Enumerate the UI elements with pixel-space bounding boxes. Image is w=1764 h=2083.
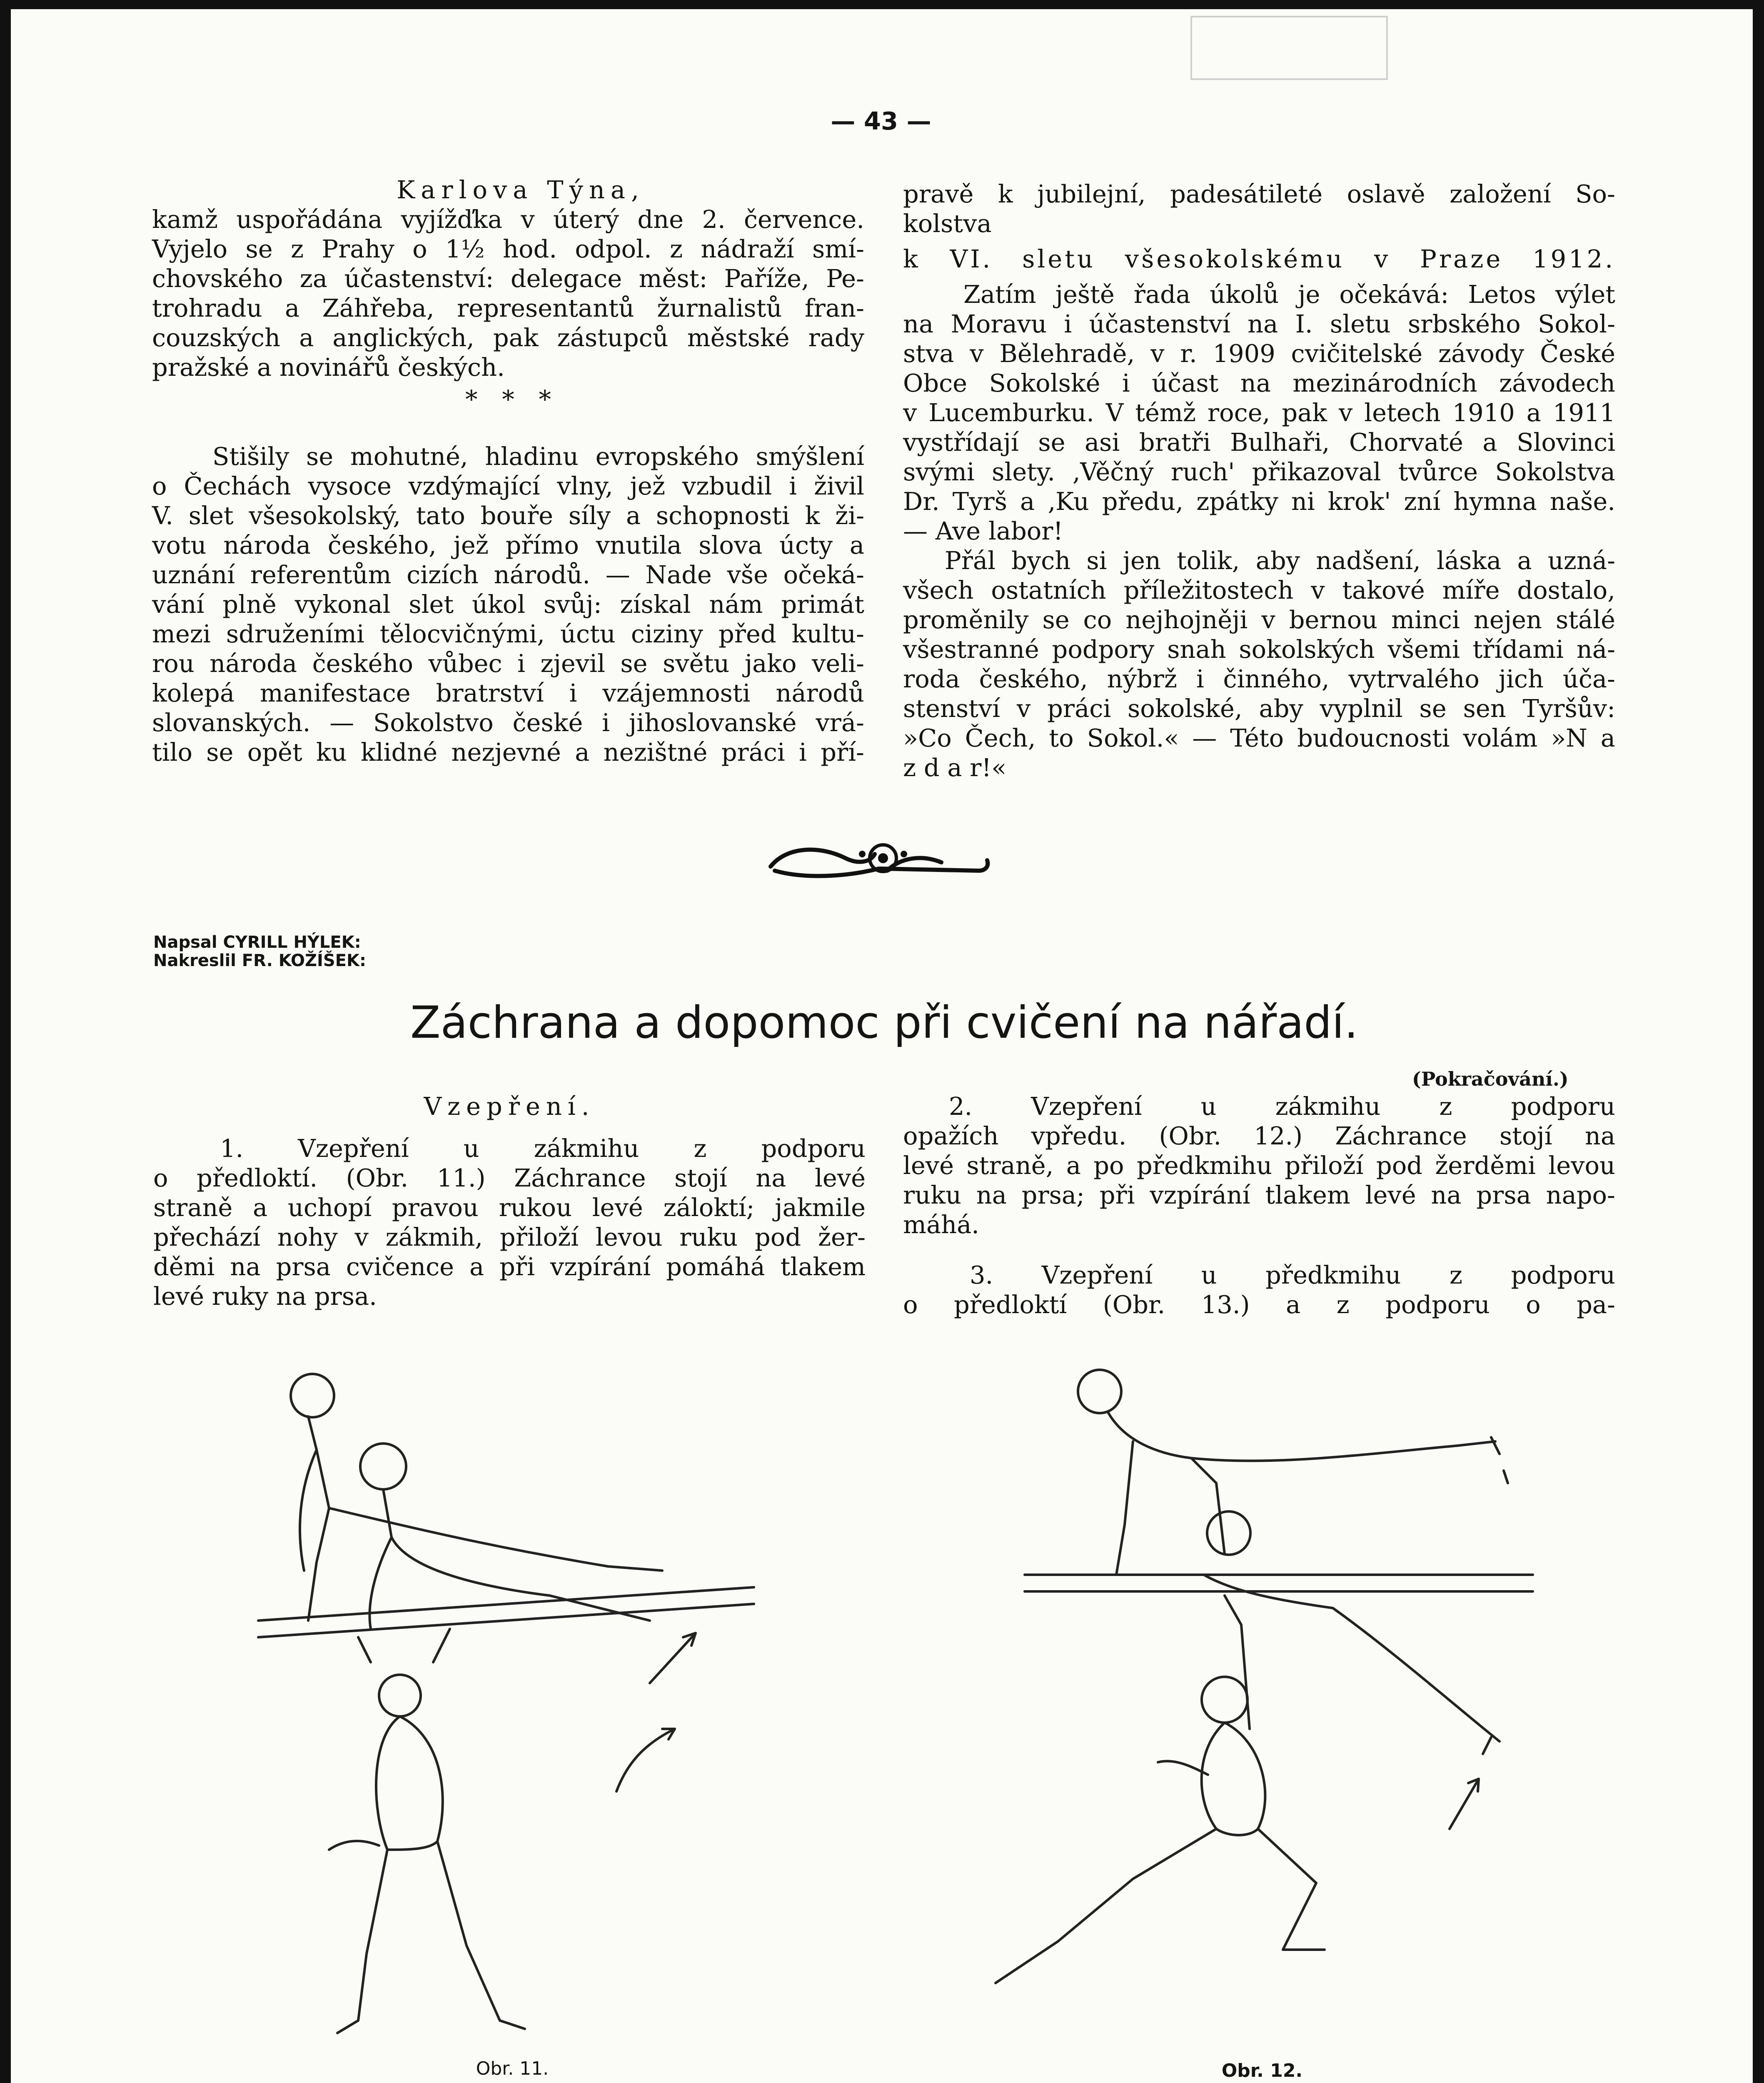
- text-line: chovského za účastenství: delegace měst: Paříže, Pe-: [152, 264, 864, 293]
- text-line: Vyjelo se z Prahy o 1½ hod. odpol. z nádraží smí-: [152, 235, 864, 263]
- text-line: přechází nohy v zákmih, přiloží levou ruku pod žer-: [153, 1223, 866, 1251]
- lower-right-column: [903, 1091, 1615, 1319]
- figure-11-illustration: [233, 1371, 816, 2050]
- text-line: straně a uchopí pravou rukou levé záloktí; jakmile: [153, 1193, 866, 1222]
- text-line: opažích vpředu. (Obr. 12.) Záchrance stojí na: [903, 1121, 1615, 1150]
- text-line: máhá.: [903, 1210, 980, 1239]
- text-line: všech ostatních příležitostech v takové míře dostalo,: [903, 576, 1615, 604]
- text-line: kamž uspořádána vyjížďka v úterý dne 2. července.: [152, 205, 864, 234]
- text-line: z d a r!«: [903, 753, 1007, 782]
- text-line: o předloktí. (Obr. 11.) Záchrance stojí na levé: [153, 1164, 866, 1192]
- text-line: trohradu a Záhřeba, representantů žurnalistů fran-: [152, 294, 864, 322]
- continued-label: (Pokračování.): [1412, 1068, 1569, 1090]
- text-line: rou národa českého vůbec i zjevil se světu jako veli-: [152, 649, 864, 678]
- text-line: pravě k jubilejní, padesátileté oslavě založení So-: [903, 180, 1615, 208]
- text-line: stenství v práci sokolské, aby vyplnil se sen Tyršův:: [903, 694, 1615, 723]
- text-line: na Moravu i účastenství na I. sletu srbského Sokol-: [903, 310, 1615, 338]
- text-line: »Co Čech, to Sokol.« — Této budoucnosti volám »N a: [903, 724, 1615, 752]
- paragraph: [152, 442, 864, 767]
- sokol-line: k VI. sletu všesokolskému v Praze 1912.: [903, 245, 1615, 273]
- text-line: v Lucemburku. V témž roce, pak v letech 1910 a 1911: [903, 398, 1615, 427]
- upper-left-column: [152, 175, 864, 767]
- paragraph: [903, 1260, 1615, 1319]
- text-line: kolstva: [903, 209, 992, 238]
- text-line: Dr. Tyrš a ‚Ku předu, zpátky ni krok' zní hymna naše.: [903, 487, 1615, 516]
- text-line: 3. Vzepření u předkmihu z podporu: [970, 1261, 1615, 1289]
- text-line: uznání referentům cizích národů. — Nade vše očeká-: [152, 560, 864, 589]
- text-line: levé ruky na prsa.: [153, 1282, 377, 1311]
- page-number: — 43 —: [831, 107, 931, 135]
- illustrator-credit: Nakreslil FR. KOŽÍŠEK:: [153, 951, 366, 970]
- paragraph: [903, 280, 1615, 546]
- ornament-divider: [762, 829, 996, 892]
- text-line: mezi sdruženími tělocvičnými, úctu ciziny před kultu-: [152, 619, 864, 648]
- lower-left-column: [153, 1091, 866, 1311]
- text-line: 1. Vzepření u zákmihu z podporu: [220, 1134, 866, 1163]
- text-line: o předloktí (Obr. 13.) a z podporu o pa-: [903, 1290, 1615, 1319]
- text-line: levé straně, a po předkmihu přiloží pod žerděmi levou: [903, 1151, 1615, 1180]
- article-title: Záchrana a dopomoc při cvičení na nářadí.: [410, 997, 1358, 1048]
- text-line: — Ave labor!: [903, 517, 1063, 545]
- text-line: Zatím ještě řada úkolů je očekává: Letos výlet: [963, 280, 1615, 309]
- text-line: Přál bych si jen tolik, aby nadšení, láska a uzná-: [945, 546, 1615, 575]
- text-line: votu národa českého, jež přímo vnutila slova úcty a: [152, 531, 864, 559]
- paragraph: [903, 546, 1615, 782]
- text-line: o Čechách vysoce vzdýmající vlny, jež vzbudil i živil: [152, 472, 864, 500]
- figure-12-caption: Obr. 12.: [1221, 2060, 1303, 2081]
- paragraph: [152, 205, 864, 382]
- text-line: vání plně vykonal slet úkol svůj: získal nám primát: [152, 590, 864, 619]
- text-line: všestranné podpory snah sokolských všemi třídami ná-: [903, 635, 1615, 664]
- paragraph: [153, 1134, 866, 1311]
- text-line: kolepá manifestace bratrství i vzájemnosti národů: [152, 679, 864, 707]
- figure-11-caption: Obr. 11.: [476, 2058, 549, 2079]
- paragraph: [903, 1091, 1615, 1239]
- credits: [153, 933, 366, 970]
- section-heading: Vzepření.: [424, 1092, 595, 1121]
- separator: * * *: [465, 385, 551, 414]
- paragraph: [903, 179, 1615, 238]
- section-heading: Karlova Týna,: [397, 175, 645, 204]
- figure-12-illustration: [958, 1358, 1583, 2050]
- text-line: ruku na prsa; při vzpírání tlakem levé na prsa napo-: [903, 1181, 1615, 1209]
- text-line: děmi na prsa cvičence a při vzpírání pomáhá tlakem: [153, 1252, 866, 1281]
- text-line: Obce Sokolské i účast na mezinárodních závodech: [903, 369, 1615, 397]
- text-line: svými slety. ‚Věčný ruch' přikazoval tvůrce Sokolstva: [903, 457, 1615, 486]
- text-line: V. slet všesokolský, tato bouře síly a schopnosti k ži-: [152, 501, 864, 530]
- text-line: roda českého, nýbrž i činného, vytrvalého jich úča-: [903, 664, 1615, 693]
- text-line: Stišily se mohutné, hladinu evropského smýšlení: [212, 442, 864, 471]
- text-line: proměnily se co nejhojněji v bernou minci nejen stálé: [903, 605, 1615, 634]
- text-line: pražské a novinářů českých.: [152, 353, 505, 382]
- text-line: 2. Vzepření u zákmihu z podporu: [949, 1092, 1615, 1121]
- author-credit: Napsal CYRILL HÝLEK:: [153, 933, 361, 952]
- upper-right-column: [903, 179, 1615, 782]
- text-line: slovanských. — Sokolstvo české i jihoslovanské vrá-: [152, 708, 864, 737]
- text-line: stva v Bělehradě, v r. 1909 cvičitelské závody České: [903, 339, 1615, 368]
- text-line: tilo se opět ku klidné nezjevné a nezištné práci i pří-: [152, 738, 864, 767]
- text-line: vystřídají se asi bratři Bulhaři, Chorvaté a Slovinci: [903, 428, 1615, 457]
- text-line: couzských a anglických, pak zástupců městské rady: [152, 323, 864, 352]
